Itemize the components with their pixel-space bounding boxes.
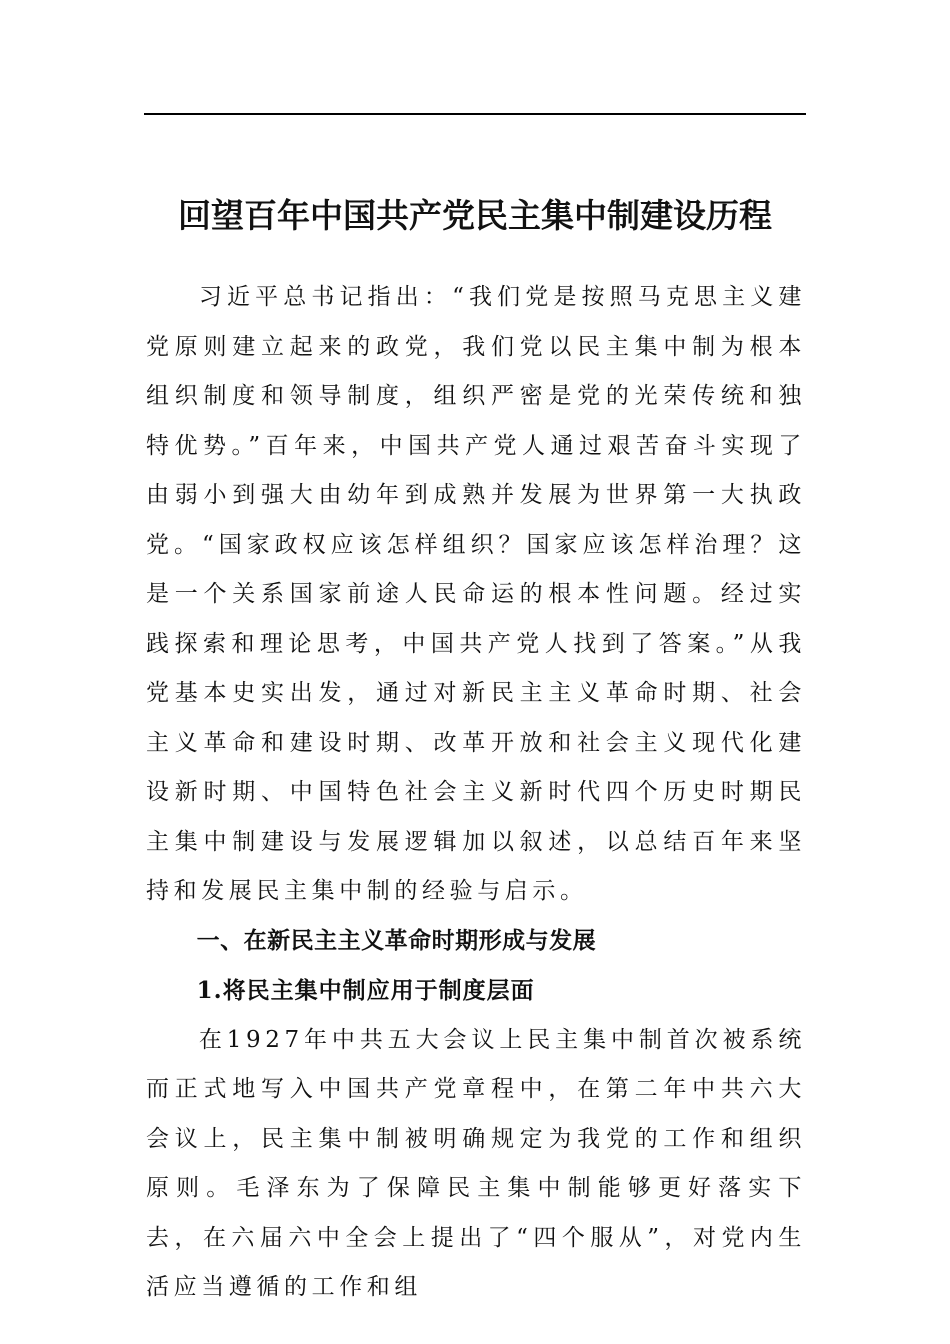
document-body: [146, 273, 806, 1313]
header-rule: [144, 113, 806, 115]
section-heading: 一、在新民主主义革命时期形成与发展: [196, 927, 597, 954]
subsection-paragraph: 在1927年中共五大会议上民主集中制首次被系统而正式地写入中国共产党章程中，在第二年中共六大会议上，民主集中制被明确规定为我党的工作和组织原则。毛泽东为了保障民主集中制能够更好落实下去，在六届六中全会上提出了“四个服从”，对党内生活应当遵循的工作和组: [146, 1026, 806, 1300]
document-title: 回望百年中国共产党民主集中制建设历程: [178, 196, 772, 236]
intro-paragraph: 习近平总书记指出：“我们党是按照马克思主义建党原则建立起来的政党，我们党以民主集中制为根本组织制度和领导制度，组织严密是党的光荣传统和独特优势。”百年来，中国共产党人通过艰苦奋斗实现了由弱小到强大由幼年到成熟并发展为世界第一大执政党。“国家政权应该怎样组织？国家应该怎样治理？这是一个关系国家前途人民命运的根本性问题。经过实践探索和理论思考，中国共产党人找到了答案。”从我党基本史实出发，通过对新民主主义革命时期、社会主义革命和建设时期、改革开放和社会主义现代化建设新时期、中国特色社会主义新时代四个历史时期民主集中制建设与发展逻辑加以叙述，以总结百年来坚持和发展民主集中制的经验与启示。: [146, 284, 806, 904]
subsection-heading: 1.将民主集中制应用于制度层面: [196, 977, 535, 1004]
